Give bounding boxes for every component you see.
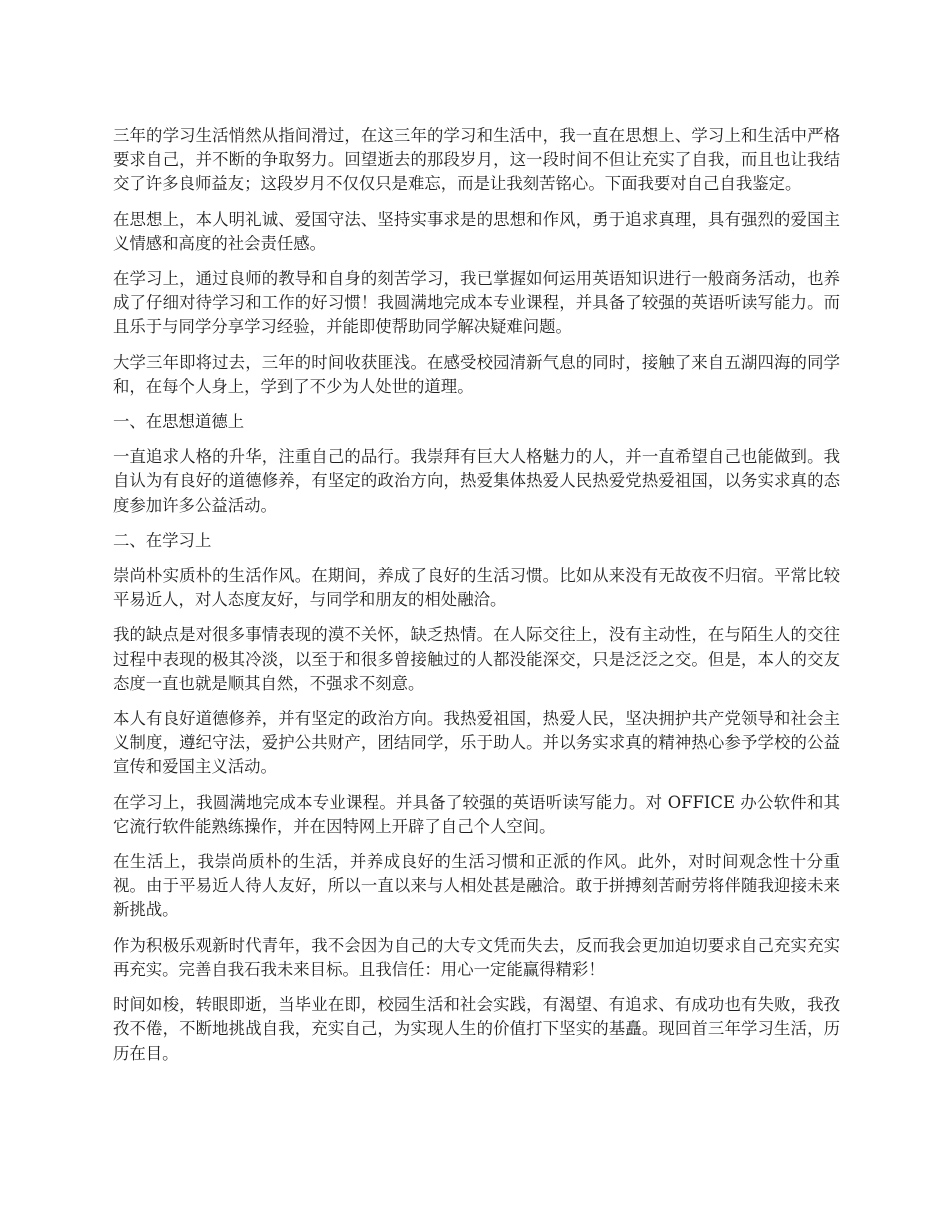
paragraph-attitude: 作为积极乐观新时代青年，我不会因为自己的大专文凭而失去，反而我会更加迫切要求自己充实充实再充实。完善自我石我未来目标。且我信任：用心一定能赢得精彩！ (113, 935, 840, 979)
section-heading-morality: 一、在思想道德上 (113, 412, 245, 432)
paragraph-three-years: 大学三年即将过去，三年的时间收获匪浅。在感受校园清新气息的同时，接触了来自五湖四海的同学和，在每个人身上，学到了不少为人处世的道理。 (113, 352, 840, 396)
document-page (113, 124, 840, 1077)
paragraph-thought: 在思想上，本人明礼诚、爱国守法、坚持实事求是的思想和作风，勇于追求真理，具有强烈的爱国主义情感和高度的社会责任感。 (113, 209, 840, 253)
paragraph-lifestyle: 崇尚朴实质朴的生活作风。在期间，养成了良好的生活习惯。比如从来没有无故夜不归宿。平常比较平易近人，对人态度友好，与同学和朋友的相处融洽。 (113, 566, 840, 610)
paragraph-life: 在生活上，我崇尚质朴的生活，并养成良好的生活习惯和正派的作风。此外，对时间观念性十分重视。由于平易近人待人友好，所以一直以来与人相处甚是融洽。敢于拼搏刻苦耐劳将伴随我迎接未来新挑战。 (113, 852, 840, 920)
paragraph-moral-cultivation: 本人有良好道德修养，并有坚定的政治方向。我热爱祖国，热爱人民，坚决拥护共产党领导和社会主义制度，遵纪守法，爱护公共财产，团结同学，乐于助人。并以务实求真的精神热心参予学校的公益宣传和爱国主义活动。 (113, 709, 840, 777)
paragraph-conclusion: 时间如梭，转眼即逝，当毕业在即，校园生活和社会实践，有渴望、有追求、有成功也有失败，我孜孜不倦，不断地挑战自我，充实自己，为实现人生的价值打下坚实的基矗。现回首三年学习生活，历历在目。 (113, 995, 840, 1063)
paragraph-study: 在学习上，通过良师的教导和自身的刻苦学习，我已掌握如何运用英语知识进行一般商务活动，也养成了仔细对待学习和工作的好习惯！我圆满地完成本专业课程，并具备了较强的英语听读写能力。而且乐于与同学分享学习经验，并能即使帮助同学解决疑难问题。 (113, 269, 840, 337)
section-heading-study: 二、在学习上 (113, 530, 212, 550)
paragraph-morality: 一直追求人格的升华，注重自己的品行。我崇拜有巨大人格魅力的人，并一直希望自己也能做到。我自认为有良好的道德修养，有坚定的政治方向，热爱集体热爱人民热爱党热爱祖国，以务实求真的态度参加许多公益活动。 (113, 447, 840, 515)
paragraph-intro: 三年的学习生活悄然从指间滑过，在这三年的学习和生活中，我一直在思想上、学习上和生活中严格要求自己，并不断的争取努力。回望逝去的那段岁月，这一段时间不但让充实了自我，而且也让我结交了许多良师益友；这段岁月不仅仅只是难忘，而是让我刻苦铭心。下面我要对自己自我鉴定。 (113, 126, 840, 194)
paragraph-shortcomings: 我的缺点是对很多事情表现的漠不关怀，缺乏热情。在人际交往上，没有主动性，在与陌生人的交往过程中表现的极其冷淡，以至于和很多曾接触过的人都没能深交，只是泛泛之交。但是，本人的交友态度一直也就是顺其自然，不强求不刻意。 (113, 625, 840, 693)
paragraph-skills: 在学习上，我圆满地完成本专业课程。并具备了较强的英语听读写能力。对 OFFICE 办公软件和其它流行软件能熟练操作，并在因特网上开辟了自己个人空间。 (113, 792, 840, 836)
